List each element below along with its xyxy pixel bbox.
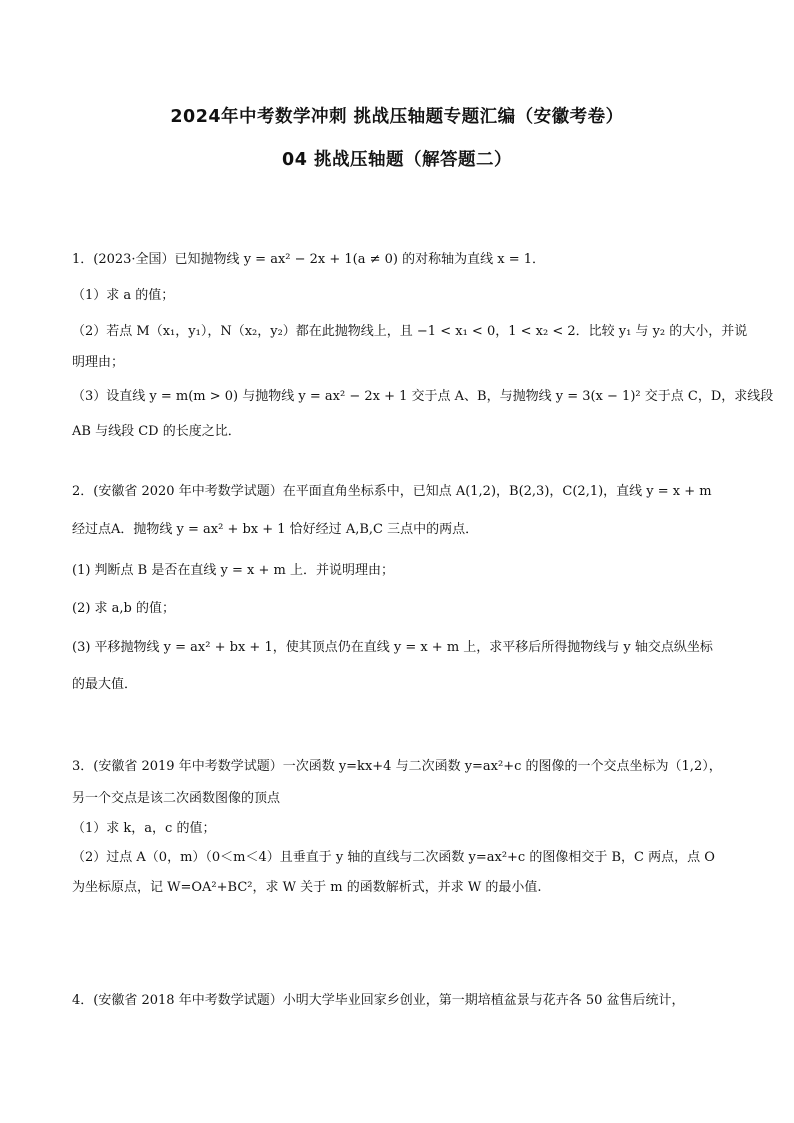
question-1-line-1: 1．(2023·全国）已知抛物线 y = ax² − 2x + 1(a ≠ 0) 的对称轴为直线 x = 1． — [72, 252, 546, 267]
question-2-line-2: 经过点A．抛物线 y = ax² + bx + 1 恰好经过 A,B,C 三点中的两点． — [72, 522, 479, 537]
question-2-line-5: (3) 平移抛物线 y = ax² + bx + 1，使其顶点仍在直线 y = x + m 上，求平移后所得抛物线与 y 轴交点纵坐标 — [72, 640, 713, 655]
question-1-line-2: （1）求 a 的值； — [72, 288, 175, 303]
question-2-line-4: (2) 求 a,b 的值； — [72, 601, 176, 616]
question-1-line-4: 明理由； — [72, 355, 125, 370]
question-1-line-6: AB 与线段 CD 的长度之比． — [72, 424, 241, 439]
question-1-line-5: （3）设直线 y = m(m > 0) 与抛物线 y = ax² − 2x + 1 交于点 A、B，与抛物线 y = 3(x − 1)² 交于点 C，D，求线段 — [72, 389, 774, 404]
document-title: 2024年中考数学冲刺 挑战压轴题专题汇编（安徽考卷） — [170, 107, 624, 127]
document-subtitle: 04 挑战压轴题（解答题二） — [282, 150, 512, 170]
question-3-line-5: 为坐标原点，记 W=OA²+BC²，求 W 关于 m 的函数解析式，并求 W 的最小值. — [72, 880, 542, 895]
question-4-line-1: 4．(安徽省 2018 年中考数学试题）小明大学毕业回家乡创业，第一期培植盆景与花卉各 50 盆售后统计， — [72, 993, 685, 1008]
question-1-line-3: （2）若点 M（x₁，y₁），N（x₂，y₂）都在此抛物线上，且 −1 < x₁ < 0，1 < x₂ < 2．比较 y₁ 与 y₂ 的大小，并说 — [72, 324, 748, 339]
question-3-line-1: 3．(安徽省 2019 年中考数学试题）一次函数 y=kx+4 与二次函数 y=ax²+c 的图像的一个交点坐标为（1,2）， — [72, 759, 722, 774]
question-3-line-2: 另一个交点是该二次函数图像的顶点 — [72, 791, 281, 806]
question-2-line-1: 2．(安徽省 2020 年中考数学试题）在平面直角坐标系中，已知点 A(1,2)，B(2,3)，C(2,1)，直线 y = x + m — [72, 484, 712, 499]
question-2-line-3: (1) 判断点 B 是否在直线 y = x + m 上．并说明理由； — [72, 563, 394, 578]
question-2-line-6: 的最大值． — [72, 677, 138, 692]
question-3-line-4: （2）过点 A（0，m）（0＜m＜4）且垂直于 y 轴的直线与二次函数 y=ax²+c 的图像相交于 B，C 两点，点 O — [72, 850, 715, 865]
question-3-line-3: （1）求 k，a，c 的值； — [72, 821, 216, 836]
